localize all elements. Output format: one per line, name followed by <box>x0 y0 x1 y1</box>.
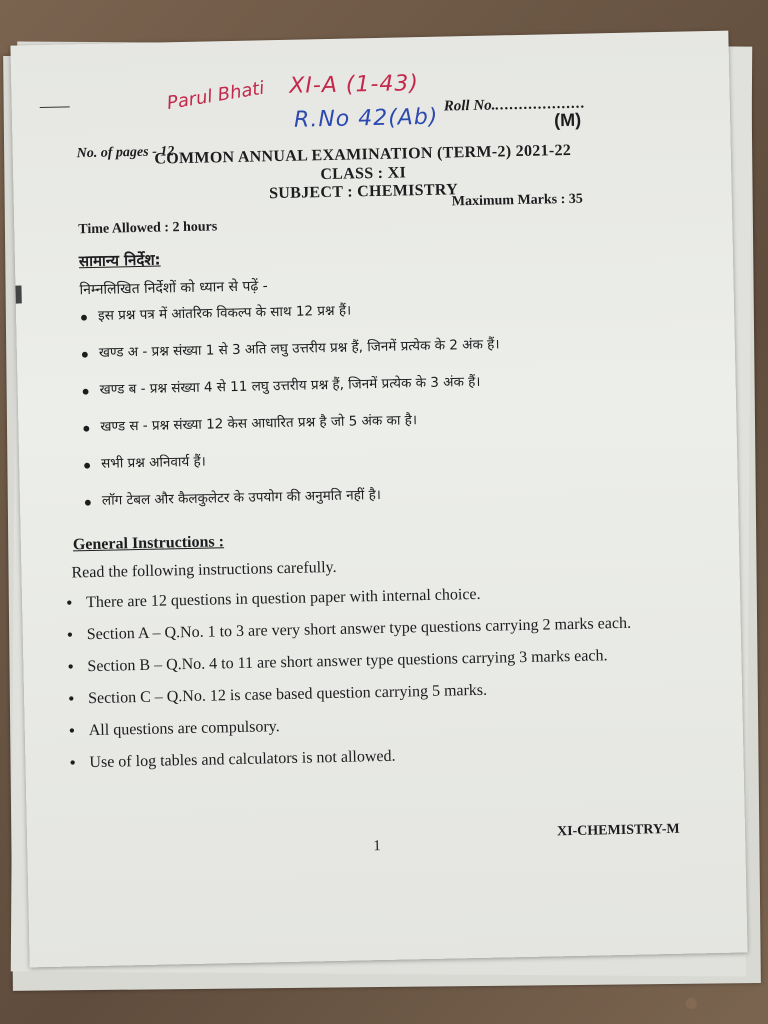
hindi-instructions-intro: निम्नलिखित निर्देशों को ध्यान से पढ़ें - <box>79 278 268 299</box>
handwritten-name: Parul Bhati <box>165 77 266 115</box>
maximum-marks: Maximum Marks : 35 <box>451 191 583 210</box>
pages-count: No. of pages - 12 <box>76 144 175 162</box>
list-item: • खण्ड ब - प्रश्न संख्या 4 से 11 लघु उत्तरीय प्रश्न हैं, जिनमें प्रत्येक के 3 अंक हैं। <box>77 367 698 417</box>
roll-label: Roll No. <box>443 97 496 115</box>
list-item: • Section A – Q.No. 1 to 3 are very short answer type questions carrying 2 marks each. <box>67 612 687 646</box>
list-item: • All questions are compulsory. <box>69 708 689 742</box>
footer-code: XI-CHEMISTRY-M <box>556 821 680 840</box>
hindi-instructions-heading: सामान्य निर्देश: <box>78 250 161 271</box>
general-instructions-list <box>66 580 690 785</box>
roll-dots: ................... <box>495 95 586 114</box>
exam-title: COMMON ANNUAL EXAMINATION (TERM-2) 2021-22 <box>154 141 572 168</box>
time-allowed: Time Allowed : 2 hours <box>78 219 218 238</box>
hindi-instructions-list <box>76 293 701 528</box>
general-instructions-heading: General Instructions : <box>72 533 225 554</box>
list-item: • लॉग टेबल और कैलकुलेटर के उपयोग की अनुमति नहीं है। <box>80 478 701 528</box>
list-item: • सभी प्रश्न अनिवार्य हैं। <box>79 441 700 491</box>
list-item: • Section C – Q.No. 12 is case based question carrying 5 marks. <box>68 676 688 710</box>
list-item: • खण्ड अ - प्रश्न संख्या 1 से 3 अति लघु उत्तरीय प्रश्न हैं, जिनमें प्रत्येक के 2 अंक हैं। <box>77 330 698 380</box>
class-line: CLASS : XI <box>320 164 407 184</box>
subject-line: SUBJECT : CHEMISTRY <box>268 181 459 203</box>
list-item: • Use of log tables and calculators is not allowed. <box>69 740 689 774</box>
list-item: • इस प्रश्न पत्र में आंतरिक विकल्प के साथ 12 प्रश्न हैं। <box>76 293 697 343</box>
list-item: • There are 12 questions in question paper with internal choice. <box>66 580 686 614</box>
exam-paper <box>10 31 747 968</box>
list-item: • Section B – Q.No. 4 to 11 are short answer type questions carrying 3 marks each. <box>67 644 687 678</box>
handwritten-class: XI-A (1-43) <box>289 71 420 99</box>
margin-dash <box>40 106 70 108</box>
paper-code: (M) <box>553 109 582 131</box>
general-instructions-intro: Read the following instructions carefully. <box>71 558 337 582</box>
page-number: 1 <box>373 838 381 855</box>
list-item: • खण्ड स - प्रश्न संख्या 12 केस आधारित प्रश्न है जो 5 अंक का है। <box>78 404 699 454</box>
edge-mark <box>15 285 21 303</box>
handwritten-roll: R.No 42(Ab) <box>293 104 439 133</box>
